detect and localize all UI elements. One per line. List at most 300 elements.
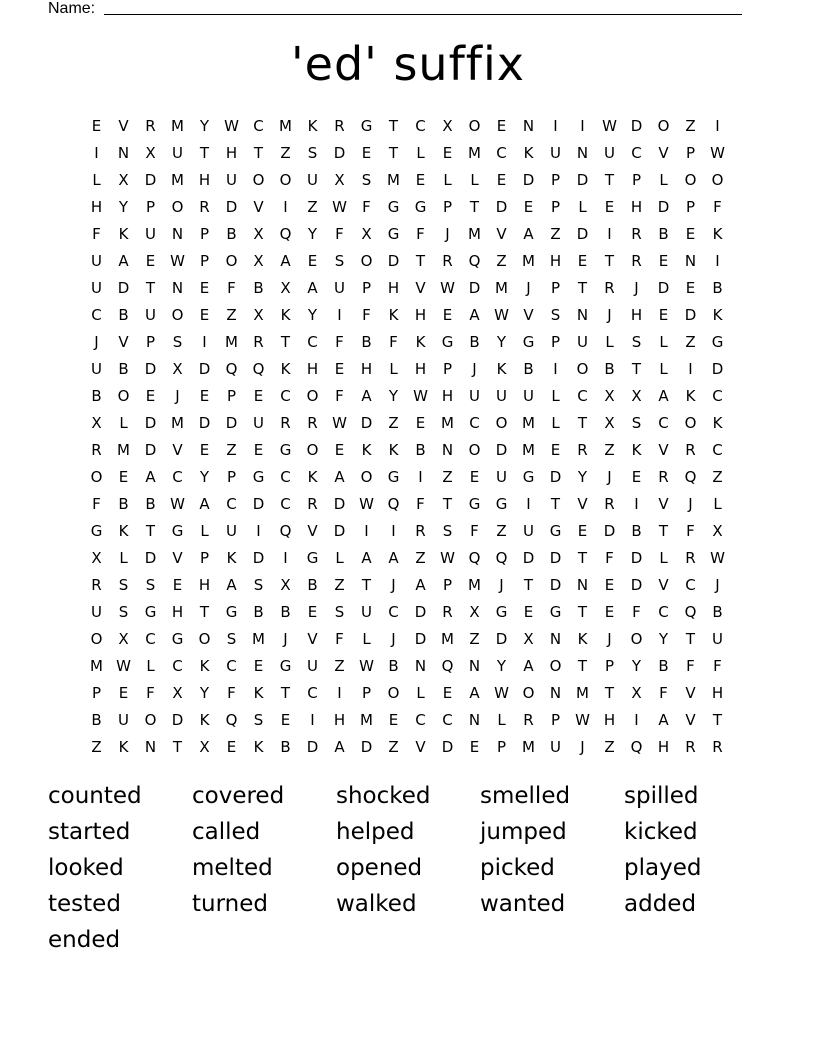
grid-letter[interactable]: E [496,116,507,135]
grid-letter[interactable]: M [522,251,535,270]
grid-letter[interactable]: R [658,467,669,486]
grid-letter[interactable]: L [578,197,587,216]
grid-letter[interactable]: C [253,116,264,135]
grid-letter[interactable]: X [253,224,264,243]
grid-letter[interactable]: A [226,575,237,594]
grid-letter[interactable]: X [118,629,129,648]
grid-letter[interactable]: O [225,251,238,270]
grid-letter[interactable]: I [715,116,720,135]
grid-letter[interactable]: Z [334,575,345,594]
grid-letter[interactable]: L [659,359,668,378]
grid-letter[interactable]: Y [199,116,210,135]
grid-letter[interactable]: Q [252,359,265,378]
grid-letter[interactable]: U [91,278,102,297]
grid-letter[interactable]: I [580,116,585,135]
grid-letter[interactable]: E [307,251,318,270]
grid-letter[interactable]: Z [226,305,237,324]
grid-letter[interactable]: F [92,224,101,243]
grid-letter[interactable]: C [712,386,723,405]
grid-letter[interactable]: B [712,278,723,297]
grid-letter[interactable]: A [334,467,345,486]
grid-letter[interactable]: T [280,332,291,351]
grid-letter[interactable]: J [499,575,504,594]
grid-letter[interactable]: D [144,440,157,459]
grid-letter[interactable]: X [280,278,291,297]
grid-letter[interactable]: K [577,629,588,648]
grid-letter[interactable]: O [684,170,697,189]
grid-letter[interactable]: H [441,386,454,405]
grid-letter[interactable]: P [685,143,696,162]
grid-letter[interactable]: U [523,521,534,540]
grid-letter[interactable]: Z [280,143,291,162]
grid-letter[interactable]: J [175,386,180,405]
grid-letter[interactable]: F [335,629,344,648]
grid-letter[interactable]: O [468,116,481,135]
grid-letter[interactable]: M [387,170,400,189]
grid-letter[interactable]: F [713,197,722,216]
grid-letter[interactable]: O [171,305,184,324]
grid-letter[interactable]: J [283,629,288,648]
grid-letter[interactable]: X [631,683,642,702]
grid-letter[interactable]: X [118,170,129,189]
grid-letter[interactable]: H [198,170,211,189]
grid-letter[interactable]: V [658,143,669,162]
grid-letter[interactable]: O [684,413,697,432]
grid-letter[interactable]: R [307,413,318,432]
grid-letter[interactable]: R [280,413,291,432]
grid-letter[interactable]: N [549,629,562,648]
grid-letter[interactable]: E [496,170,507,189]
grid-letter[interactable]: R [604,494,615,513]
grid-letter[interactable]: C [91,305,102,324]
grid-letter[interactable]: K [307,116,318,135]
grid-letter[interactable]: I [94,143,99,162]
grid-letter[interactable]: E [523,602,534,621]
grid-letter[interactable]: K [361,440,372,459]
grid-letter[interactable]: B [604,359,615,378]
grid-letter[interactable]: Y [199,683,210,702]
grid-letter[interactable]: B [118,305,129,324]
grid-letter[interactable]: E [145,386,156,405]
grid-letter[interactable]: G [90,521,103,540]
grid-letter[interactable]: J [445,224,450,243]
grid-letter[interactable]: V [658,494,669,513]
grid-letter[interactable]: W [494,305,509,324]
grid-letter[interactable]: F [659,683,668,702]
grid-letter[interactable]: Z [442,467,453,486]
grid-letter[interactable]: B [253,278,264,297]
grid-letter[interactable]: I [688,359,693,378]
grid-letter[interactable]: E [577,251,588,270]
grid-letter[interactable]: T [685,629,696,648]
grid-letter[interactable]: D [495,629,508,648]
grid-letter[interactable]: Z [415,548,426,567]
grid-letter[interactable]: B [280,602,291,621]
grid-letter[interactable]: L [713,494,722,513]
grid-letter[interactable]: Y [496,656,507,675]
grid-letter[interactable]: U [550,737,561,756]
grid-letter[interactable]: O [711,170,724,189]
grid-letter[interactable]: C [442,710,453,729]
grid-letter[interactable]: L [416,683,425,702]
grid-letter[interactable]: K [631,440,642,459]
grid-letter[interactable]: T [469,197,480,216]
grid-letter[interactable]: L [92,170,101,189]
grid-letter[interactable]: U [307,170,318,189]
grid-letter[interactable]: A [199,494,210,513]
grid-letter[interactable]: B [280,737,291,756]
grid-letter[interactable]: F [632,602,641,621]
grid-letter[interactable]: R [307,494,318,513]
grid-letter[interactable]: Z [91,737,102,756]
grid-letter[interactable]: E [469,737,480,756]
grid-letter[interactable]: T [199,143,210,162]
grid-letter[interactable]: T [199,602,210,621]
grid-letter[interactable]: J [607,629,612,648]
grid-letter[interactable]: H [630,305,643,324]
grid-letter[interactable]: A [469,683,480,702]
grid-letter[interactable]: W [359,494,374,513]
grid-letter[interactable]: Q [279,224,292,243]
grid-letter[interactable]: R [415,521,426,540]
grid-letter[interactable]: M [468,224,481,243]
grid-letter[interactable]: Q [279,521,292,540]
grid-letter[interactable]: N [522,116,535,135]
grid-letter[interactable]: G [549,602,562,621]
grid-letter[interactable]: T [253,143,264,162]
grid-letter[interactable]: C [658,602,669,621]
grid-letter[interactable]: C [280,467,291,486]
grid-letter[interactable]: U [91,251,102,270]
grid-letter[interactable]: Z [604,440,615,459]
grid-letter[interactable]: U [226,170,237,189]
grid-letter[interactable]: X [172,359,183,378]
grid-letter[interactable]: G [279,656,292,675]
grid-letter[interactable]: O [279,170,292,189]
grid-letter[interactable]: I [553,359,558,378]
grid-letter[interactable]: P [442,359,453,378]
grid-letter[interactable]: G [522,467,535,486]
grid-letter[interactable]: N [441,440,454,459]
grid-letter[interactable]: Z [685,332,696,351]
grid-letter[interactable]: K [253,683,264,702]
grid-letter[interactable]: D [630,575,643,594]
grid-letter[interactable]: F [335,224,344,243]
grid-letter[interactable]: Z [226,440,237,459]
grid-letter[interactable]: S [334,251,345,270]
grid-letter[interactable]: I [634,494,639,513]
grid-letter[interactable]: R [712,737,723,756]
grid-letter[interactable]: A [469,305,480,324]
grid-letter[interactable]: W [332,197,347,216]
grid-letter[interactable]: R [631,224,642,243]
grid-letter[interactable]: B [118,494,129,513]
grid-letter[interactable]: F [227,278,236,297]
grid-letter[interactable]: I [526,494,531,513]
grid-letter[interactable]: N [468,656,481,675]
grid-letter[interactable]: E [442,305,453,324]
grid-letter[interactable]: U [253,413,264,432]
grid-letter[interactable]: Y [388,386,399,405]
grid-letter[interactable]: G [144,602,157,621]
grid-letter[interactable]: C [280,386,291,405]
grid-letter[interactable]: E [199,440,210,459]
grid-letter[interactable]: L [416,143,425,162]
grid-letter[interactable]: E [253,440,264,459]
grid-letter[interactable]: X [91,548,102,567]
grid-letter[interactable]: G [225,602,238,621]
grid-letter[interactable]: A [361,386,372,405]
grid-letter[interactable]: G [171,521,184,540]
grid-letter[interactable]: F [362,197,371,216]
grid-letter[interactable]: V [118,116,129,135]
grid-letter[interactable]: L [335,548,344,567]
grid-letter[interactable]: T [604,170,615,189]
grid-letter[interactable]: Q [684,467,697,486]
grid-letter[interactable]: B [307,575,318,594]
grid-letter[interactable]: L [470,170,479,189]
grid-letter[interactable]: E [172,575,183,594]
grid-letter[interactable]: Z [388,413,399,432]
grid-letter[interactable]: K [712,413,723,432]
grid-letter[interactable]: E [226,737,237,756]
grid-letter[interactable]: E [442,143,453,162]
grid-letter[interactable]: L [659,548,668,567]
grid-letter[interactable]: X [172,683,183,702]
grid-letter[interactable]: D [657,278,670,297]
grid-letter[interactable]: G [522,332,535,351]
grid-letter[interactable]: T [361,575,372,594]
grid-letter[interactable]: G [387,224,400,243]
grid-letter[interactable]: F [416,224,425,243]
grid-letter[interactable]: I [256,521,261,540]
grid-letter[interactable]: S [118,602,129,621]
grid-letter[interactable]: G [252,467,265,486]
grid-letter[interactable]: Z [307,197,318,216]
grid-letter[interactable]: K [199,710,210,729]
grid-letter[interactable]: O [90,467,103,486]
grid-letter[interactable]: C [415,116,426,135]
grid-letter[interactable]: B [253,602,264,621]
grid-letter[interactable]: Q [468,251,481,270]
grid-letter[interactable]: A [334,737,345,756]
grid-letter[interactable]: D [333,494,346,513]
grid-letter[interactable]: X [91,413,102,432]
grid-letter[interactable]: C [496,143,507,162]
grid-letter[interactable]: J [634,278,639,297]
grid-letter[interactable]: K [280,359,291,378]
grid-letter[interactable]: D [144,170,157,189]
grid-letter[interactable]: P [550,170,561,189]
grid-letter[interactable]: P [496,737,507,756]
grid-letter[interactable]: D [684,305,697,324]
grid-letter[interactable]: T [388,116,399,135]
grid-letter[interactable]: M [360,710,373,729]
grid-letter[interactable]: L [497,710,506,729]
grid-letter[interactable]: D [144,413,157,432]
grid-letter[interactable]: I [634,710,639,729]
grid-letter[interactable]: D [495,197,508,216]
grid-letter[interactable]: E [685,278,696,297]
grid-letter[interactable]: U [307,656,318,675]
grid-letter[interactable]: C [307,683,318,702]
grid-letter[interactable]: J [526,278,531,297]
grid-letter[interactable]: O [306,440,319,459]
grid-letter[interactable]: C [712,440,723,459]
grid-letter[interactable]: K [523,143,534,162]
grid-letter[interactable]: L [551,386,560,405]
grid-letter[interactable]: D [387,251,400,270]
grid-letter[interactable]: M [522,737,535,756]
grid-letter[interactable]: B [361,332,372,351]
grid-letter[interactable]: Z [550,224,561,243]
grid-letter[interactable]: X [469,602,480,621]
grid-letter[interactable]: Q [441,656,454,675]
grid-letter[interactable]: G [387,467,400,486]
grid-letter[interactable]: J [391,575,396,594]
grid-letter[interactable]: C [631,143,642,162]
grid-letter[interactable]: X [631,386,642,405]
grid-letter[interactable]: E [523,197,534,216]
grid-letter[interactable]: X [145,143,156,162]
grid-letter[interactable]: V [685,710,696,729]
grid-letter[interactable]: K [307,467,318,486]
grid-letter[interactable]: J [715,575,720,594]
grid-letter[interactable]: M [522,440,535,459]
grid-letter[interactable]: U [523,386,534,405]
grid-letter[interactable]: F [335,332,344,351]
grid-letter[interactable]: Y [577,467,588,486]
grid-letter[interactable]: O [360,467,373,486]
grid-letter[interactable]: D [603,521,616,540]
grid-letter[interactable]: N [468,710,481,729]
grid-letter[interactable]: G [360,116,373,135]
grid-letter[interactable]: B [415,440,426,459]
grid-letter[interactable]: O [576,359,589,378]
grid-letter[interactable]: W [494,683,509,702]
grid-letter[interactable]: B [226,224,237,243]
grid-letter[interactable]: Q [225,710,238,729]
grid-letter[interactable]: H [549,251,562,270]
grid-letter[interactable]: D [414,602,427,621]
grid-letter[interactable]: D [657,197,670,216]
grid-letter[interactable]: N [414,656,427,675]
grid-letter[interactable]: J [391,629,396,648]
grid-letter[interactable]: M [225,332,238,351]
grid-letter[interactable]: V [577,494,588,513]
grid-letter[interactable]: P [550,332,561,351]
grid-letter[interactable]: L [119,548,128,567]
grid-letter[interactable]: U [91,359,102,378]
grid-letter[interactable]: V [172,548,183,567]
grid-letter[interactable]: B [91,710,102,729]
grid-letter[interactable]: N [117,143,130,162]
grid-letter[interactable]: H [198,575,211,594]
grid-letter[interactable]: D [414,629,427,648]
grid-letter[interactable]: C [388,602,399,621]
grid-letter[interactable]: S [145,575,156,594]
grid-letter[interactable]: A [523,656,534,675]
grid-letter[interactable]: D [171,710,184,729]
grid-letter[interactable]: P [550,278,561,297]
grid-letter[interactable]: G [171,629,184,648]
grid-letter[interactable]: U [496,386,507,405]
grid-letter[interactable]: M [468,143,481,162]
grid-letter[interactable]: P [145,332,156,351]
grid-letter[interactable]: O [360,251,373,270]
grid-letter[interactable]: N [171,278,184,297]
grid-letter[interactable]: K [685,386,696,405]
grid-letter[interactable]: D [144,359,157,378]
grid-letter[interactable]: I [202,332,207,351]
grid-letter[interactable]: Q [468,548,481,567]
grid-letter[interactable]: B [145,494,156,513]
grid-letter[interactable]: M [441,629,454,648]
grid-letter[interactable]: D [495,440,508,459]
grid-letter[interactable]: E [442,683,453,702]
grid-letter[interactable]: U [334,278,345,297]
grid-letter[interactable]: T [415,251,426,270]
grid-letter[interactable]: E [253,656,264,675]
grid-letter[interactable]: W [602,116,617,135]
grid-letter[interactable]: H [306,359,319,378]
grid-letter[interactable]: H [603,710,616,729]
grid-letter[interactable]: Z [496,521,507,540]
grid-letter[interactable]: E [199,386,210,405]
grid-letter[interactable]: D [549,548,562,567]
grid-letter[interactable]: Z [496,251,507,270]
grid-letter[interactable]: C [226,494,237,513]
grid-letter[interactable]: D [225,413,238,432]
grid-letter[interactable]: H [171,602,184,621]
grid-letter[interactable]: V [172,440,183,459]
grid-letter[interactable]: O [117,386,130,405]
grid-letter[interactable]: I [391,521,396,540]
grid-letter[interactable]: Q [684,602,697,621]
grid-letter[interactable]: E [604,575,615,594]
grid-letter[interactable]: H [387,278,400,297]
grid-letter[interactable]: H [90,197,103,216]
grid-letter[interactable]: N [549,683,562,702]
grid-letter[interactable]: B [388,656,399,675]
grid-letter[interactable]: B [91,386,102,405]
grid-letter[interactable]: E [604,602,615,621]
grid-letter[interactable]: P [442,197,453,216]
grid-letter[interactable]: Z [712,467,723,486]
grid-letter[interactable]: O [522,683,535,702]
grid-letter[interactable]: O [252,170,265,189]
grid-letter[interactable]: U [604,143,615,162]
grid-letter[interactable]: A [388,548,399,567]
grid-letter[interactable]: X [604,413,615,432]
grid-letter[interactable]: X [361,224,372,243]
grid-letter[interactable]: F [389,332,398,351]
grid-letter[interactable]: V [307,629,318,648]
grid-letter[interactable]: T [172,737,183,756]
grid-letter[interactable]: Y [631,656,642,675]
grid-letter[interactable]: U [361,602,372,621]
grid-letter[interactable]: B [523,359,534,378]
grid-letter[interactable]: C [226,656,237,675]
grid-letter[interactable]: E [550,440,561,459]
grid-letter[interactable]: S [550,305,561,324]
grid-letter[interactable]: E [604,197,615,216]
grid-letter[interactable]: B [631,521,642,540]
grid-letter[interactable]: P [442,575,453,594]
grid-letter[interactable]: D [468,278,481,297]
grid-letter[interactable]: E [361,143,372,162]
grid-letter[interactable]: I [553,116,558,135]
